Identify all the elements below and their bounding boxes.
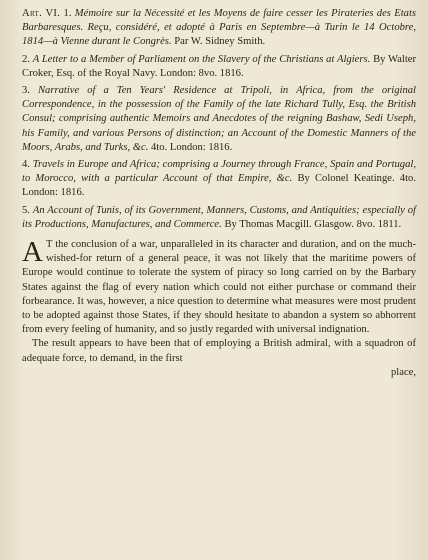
entry-title: Narrative of a Ten Years' Residence at Tripoli, in Africa, from the original Correspondence, in the possession of the Family of the late Richard Tully, Esq. the British Consul; comprising authentic Memoirs and Anecdotes of the reigning Bashaw, Sedi Useph, his Family, and various Persons of distinction; an Account of the Domestic Manners of the Moors, Arabs, and Turks, &c. xyxy=(22,85,416,153)
entry-author: By Thomas Macgill. Glasgow. 8vo. 1811. xyxy=(224,218,402,230)
entry-author: By Colonel Keatinge. 4to. London: 1816. xyxy=(22,173,416,199)
review-entry-4 xyxy=(22,158,416,201)
entry-number: 4. xyxy=(22,159,30,171)
second-paragraph: The result appears to have been that of employing a British admiral, with a squadron of adequate force, to demand, in the first xyxy=(22,338,416,364)
opening-paragraph-text: T the conclusion of a war, unparalleled in its character and duration, and on the much-wished-for return of a general peace, it was not likely that the maritime powers of Europe would continue to tolerate the system of piracy so long carried on by the Barbary States against the flag of every nation which could not either purchase or command their forbearance. It was, however, a nice question to determine what measures were most prudent to be adopted against those States, if they should hesitate to abandon a system so abhorrent from every feeling of humanity, and so justly regarded with universal indignation. xyxy=(22,239,416,336)
article-number: Art. VI. xyxy=(22,8,61,19)
opening-paragraph xyxy=(22,238,416,337)
entry-number: 2. xyxy=(22,53,30,65)
article-body xyxy=(22,238,416,380)
catchword: place, xyxy=(391,366,416,378)
review-entry-2 xyxy=(22,53,416,81)
review-entry-1 xyxy=(22,7,416,50)
reviewed-works-list xyxy=(22,7,416,232)
review-entry-5 xyxy=(22,204,416,232)
entry-title: A Letter to a Member of Parliament on the Slavery of the Christians at Algiers. xyxy=(32,53,371,65)
drop-cap: A xyxy=(22,236,43,269)
entry-author: Par W. Sidney Smith. xyxy=(174,36,266,48)
entry-number: 3. xyxy=(22,85,30,97)
entry-author: 4to. London: 1816. xyxy=(151,141,233,153)
entry-number: 1. xyxy=(63,8,72,19)
entry-title: Travels in Europe and Africa; comprising a Journey through France, Spain and Portugal, to Morocco, with a particular Account of that Empire, &c. xyxy=(22,159,416,185)
review-entry-3 xyxy=(22,84,416,155)
entry-number: 5. xyxy=(22,204,30,216)
entry-author: By Walter Croker, Esq. of the Royal Navy. London: 8vo. 1816. xyxy=(22,53,417,79)
entry-title: An Account of Tunis, of its Government, Manners, Customs, and Antiquities; especially of its Productions, Manufactures, and Commerce. xyxy=(22,204,416,230)
entry-title: Mémoire sur la Nécessité et les Moyens de faire cesser les Pirateries des Etats Barbaresques. Reçu, considéré, et adopté à Paris en Septembre—à Turin le 14 Octobre, 1814—à Vienne durant le Congrès. xyxy=(22,8,417,48)
